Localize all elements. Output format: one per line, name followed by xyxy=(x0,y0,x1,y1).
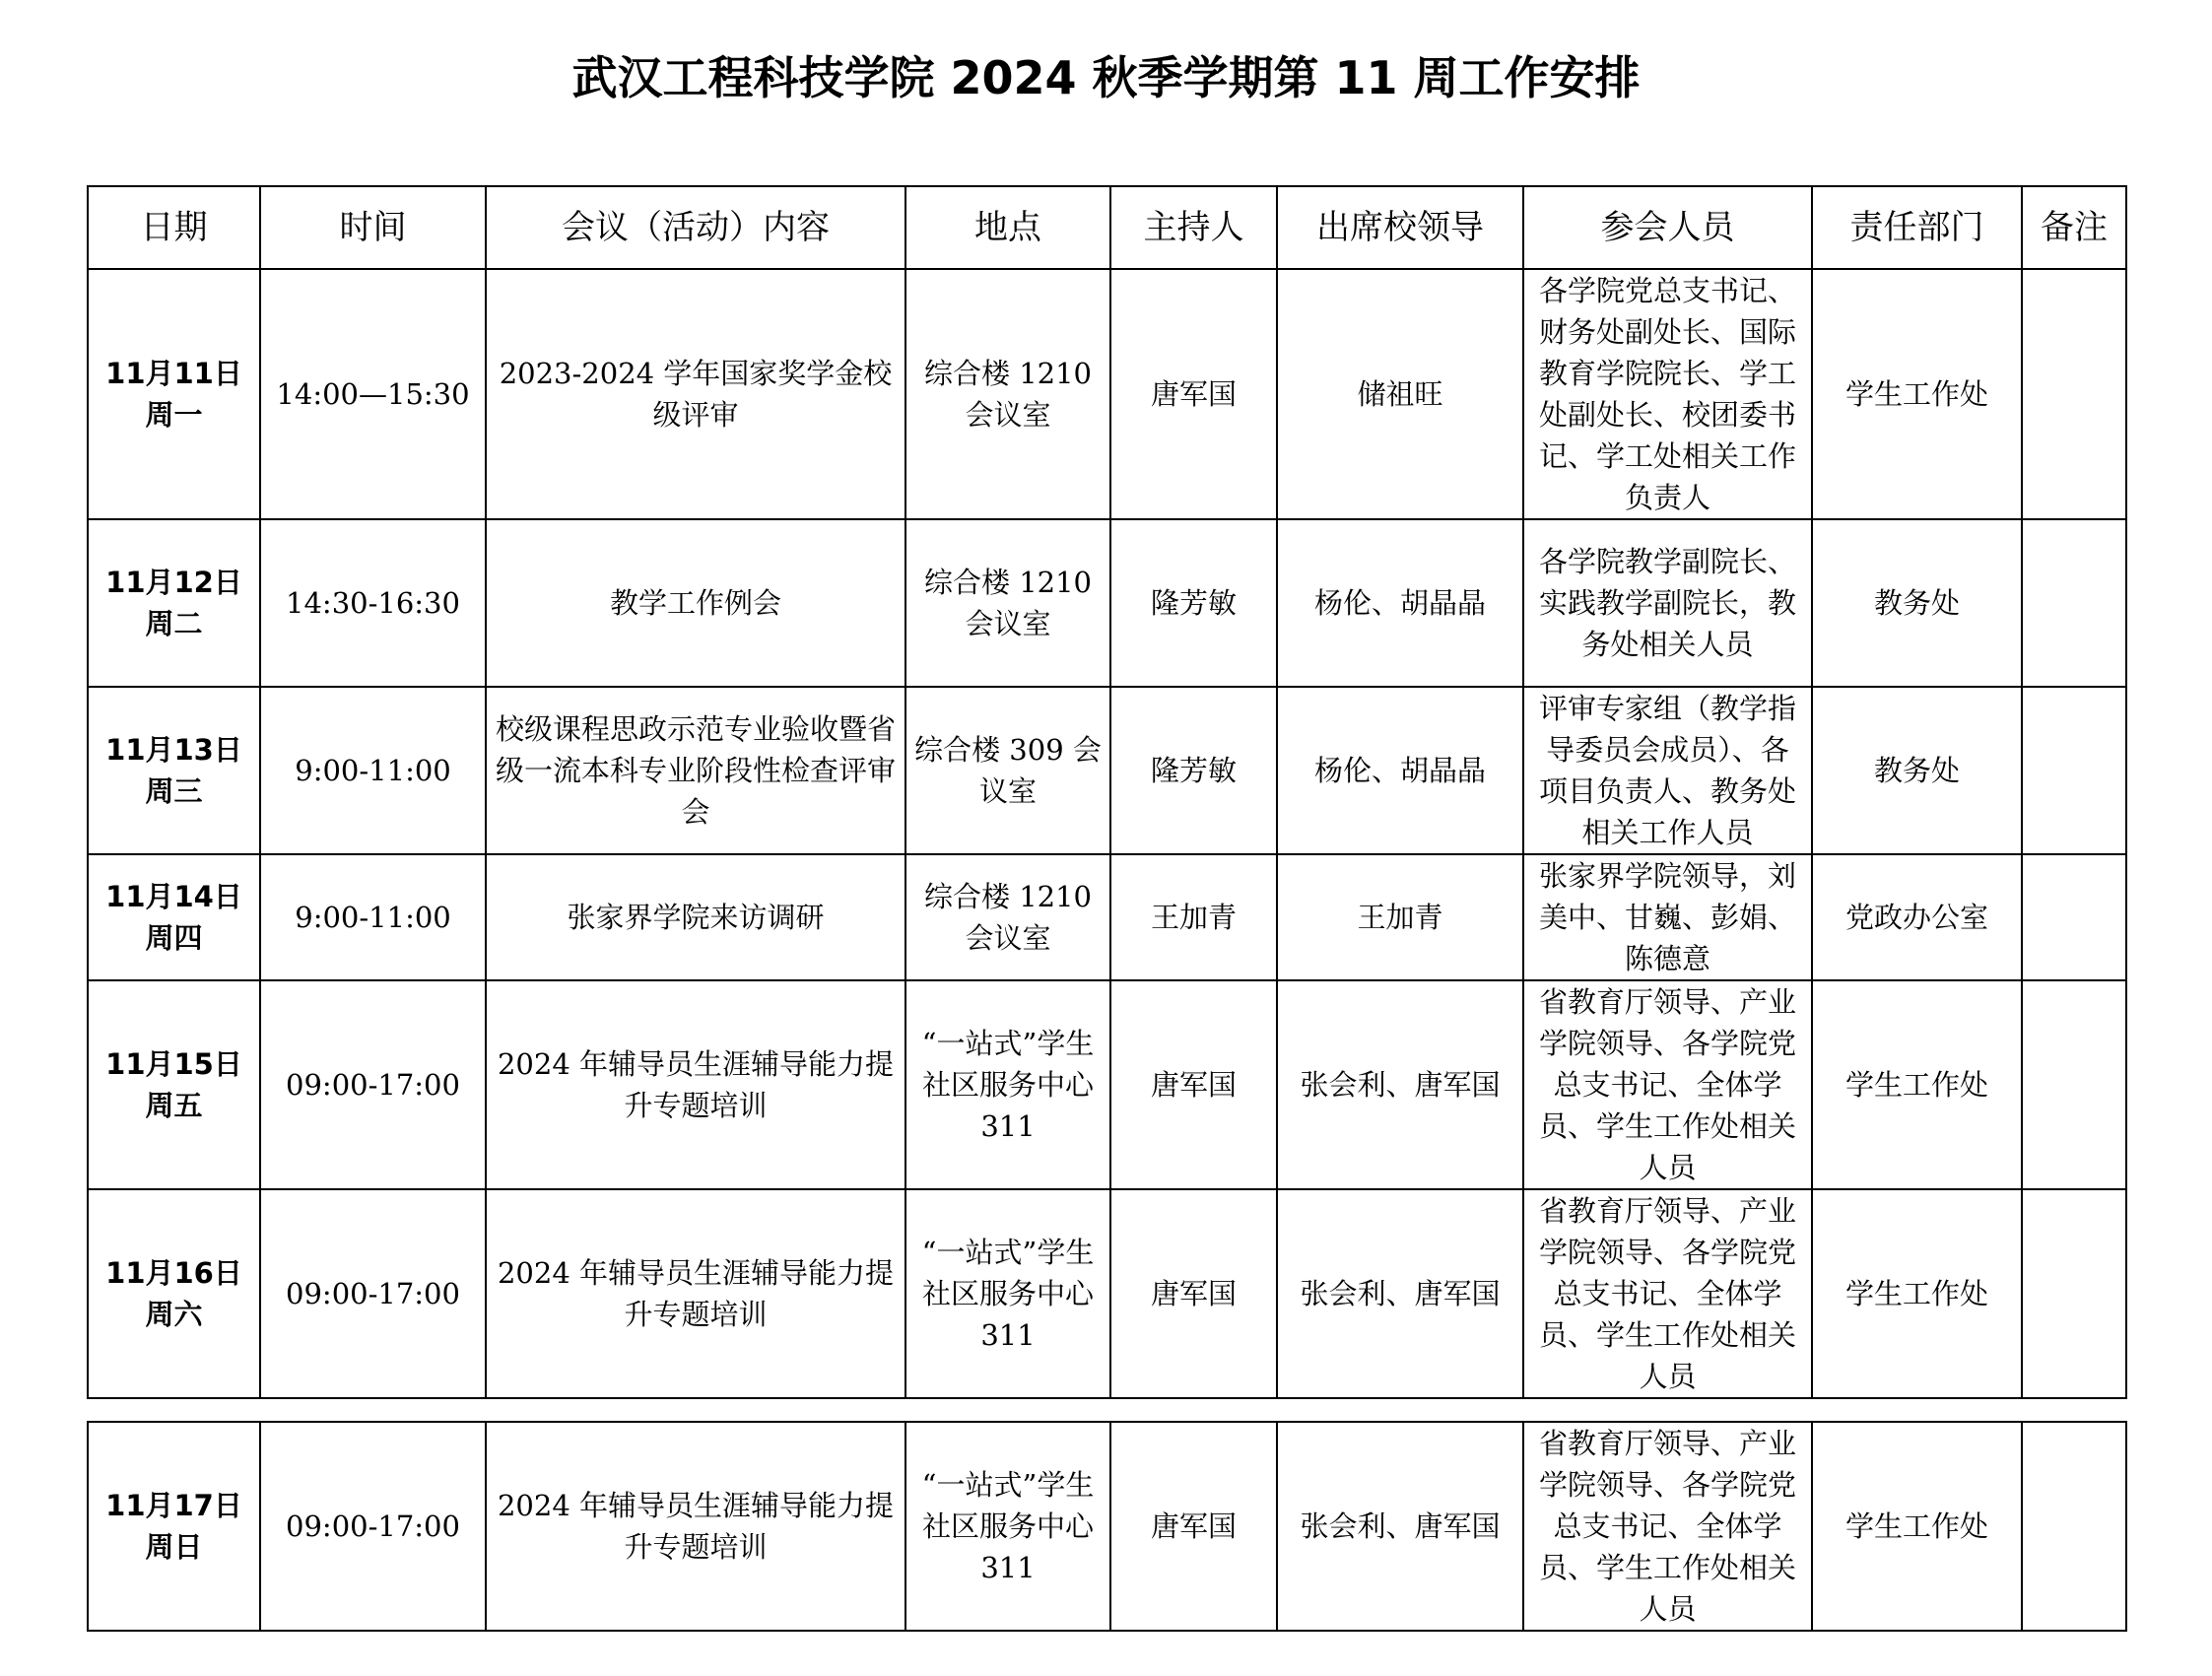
date-cell: 11月11日 周一 xyxy=(88,269,260,519)
department-cell: 学生工作处 xyxy=(1812,1189,2022,1398)
location-cell: “一站式”学生社区服务中心 311 xyxy=(905,1189,1110,1398)
header-remarks: 备注 xyxy=(2022,186,2126,269)
time-cell: 14:00—15:30 xyxy=(260,269,486,519)
header-row xyxy=(88,186,2126,269)
date-cell: 11月16日 周六 xyxy=(88,1189,260,1398)
date-cell: 11月12日 周二 xyxy=(88,519,260,687)
header-time: 时间 xyxy=(260,186,486,269)
host-cell: 唐军国 xyxy=(1110,269,1277,519)
host-cell: 王加青 xyxy=(1110,854,1277,980)
header-host: 主持人 xyxy=(1110,186,1277,269)
leaders-cell: 储祖旺 xyxy=(1277,269,1523,519)
location-cell: “一站式”学生社区服务中心 311 xyxy=(905,1422,1110,1631)
content-cell: 2024 年辅导员生涯辅导能力提升专题培训 xyxy=(486,980,905,1189)
header-date: 日期 xyxy=(88,186,260,269)
remarks-cell xyxy=(2022,854,2126,980)
location-cell: 综合楼 309 会议室 xyxy=(905,687,1110,854)
table-row xyxy=(88,854,2126,980)
location-cell: 综合楼 1210 会议室 xyxy=(905,519,1110,687)
attendees-cell: 省教育厅领导、产业学院领导、各学院党总支书记、全体学员、学生工作处相关人员 xyxy=(1523,1422,1812,1631)
remarks-cell xyxy=(2022,519,2126,687)
department-cell: 学生工作处 xyxy=(1812,980,2022,1189)
attendees-cell: 张家界学院领导，刘美中、甘巍、彭娟、陈德意 xyxy=(1523,854,1812,980)
table-row xyxy=(88,1189,2126,1398)
date-cell: 11月14日 周四 xyxy=(88,854,260,980)
date-cell: 11月13日 周三 xyxy=(88,687,260,854)
location-cell: “一站式”学生社区服务中心 311 xyxy=(905,980,1110,1189)
content-cell: 2023-2024 学年国家奖学金校级评审 xyxy=(486,269,905,519)
department-cell: 学生工作处 xyxy=(1812,269,2022,519)
host-cell: 唐军国 xyxy=(1110,1189,1277,1398)
leaders-cell: 张会利、唐军国 xyxy=(1277,1189,1523,1398)
remarks-cell xyxy=(2022,1189,2126,1398)
leaders-cell: 王加青 xyxy=(1277,854,1523,980)
location-cell: 综合楼 1210 会议室 xyxy=(905,269,1110,519)
content-cell: 教学工作例会 xyxy=(486,519,905,687)
host-cell: 隆芳敏 xyxy=(1110,519,1277,687)
time-cell: 14:30-16:30 xyxy=(260,519,486,687)
department-cell: 教务处 xyxy=(1812,519,2022,687)
header-leaders: 出席校领导 xyxy=(1277,186,1523,269)
host-cell: 唐军国 xyxy=(1110,1422,1277,1631)
attendees-cell: 各学院党总支书记、财务处副处长、国际教育学院院长、学工处副处长、校团委书记、学工处相关工作负责人 xyxy=(1523,269,1812,519)
host-cell: 唐军国 xyxy=(1110,980,1277,1189)
time-cell: 9:00-11:00 xyxy=(260,854,486,980)
department-cell: 学生工作处 xyxy=(1812,1422,2022,1631)
content-cell: 张家界学院来访调研 xyxy=(486,854,905,980)
content-cell: 校级课程思政示范专业验收暨省级一流本科专业阶段性检查评审会 xyxy=(486,687,905,854)
remarks-cell xyxy=(2022,1422,2126,1631)
time-cell: 09:00-17:00 xyxy=(260,1422,486,1631)
table-row xyxy=(88,519,2126,687)
remarks-cell xyxy=(2022,269,2126,519)
location-cell: 综合楼 1210 会议室 xyxy=(905,854,1110,980)
attendees-cell: 评审专家组（教学指导委员会成员）、各项目负责人、教务处相关工作人员 xyxy=(1523,687,1812,854)
host-cell: 隆芳敏 xyxy=(1110,687,1277,854)
time-cell: 09:00-17:00 xyxy=(260,1189,486,1398)
table-row xyxy=(88,687,2126,854)
leaders-cell: 杨伦、胡晶晶 xyxy=(1277,687,1523,854)
attendees-cell: 各学院教学副院长、实践教学副院长，教务处相关人员 xyxy=(1523,519,1812,687)
time-cell: 09:00-17:00 xyxy=(260,980,486,1189)
department-cell: 党政办公室 xyxy=(1812,854,2022,980)
header-content: 会议（活动）内容 xyxy=(486,186,905,269)
leaders-cell: 杨伦、胡晶晶 xyxy=(1277,519,1523,687)
content-cell: 2024 年辅导员生涯辅导能力提升专题培训 xyxy=(486,1189,905,1398)
leaders-cell: 张会利、唐军国 xyxy=(1277,1422,1523,1631)
schedule-table xyxy=(87,185,2127,1399)
content-cell: 2024 年辅导员生涯辅导能力提升专题培训 xyxy=(486,1422,905,1631)
time-cell: 9:00-11:00 xyxy=(260,687,486,854)
schedule-table-continued xyxy=(87,1421,2127,1632)
page-title: 武汉工程科技学院 2024 秋季学期第 11 周工作安排 xyxy=(571,51,1641,104)
leaders-cell: 张会利、唐军国 xyxy=(1277,980,1523,1189)
table-row xyxy=(88,980,2126,1189)
date-cell: 11月17日 周日 xyxy=(88,1422,260,1631)
header-attendees: 参会人员 xyxy=(1523,186,1812,269)
table-row xyxy=(88,269,2126,519)
department-cell: 教务处 xyxy=(1812,687,2022,854)
header-department: 责任部门 xyxy=(1812,186,2022,269)
header-location: 地点 xyxy=(905,186,1110,269)
attendees-cell: 省教育厅领导、产业学院领导、各学院党总支书记、全体学员、学生工作处相关人员 xyxy=(1523,1189,1812,1398)
remarks-cell xyxy=(2022,980,2126,1189)
date-cell: 11月15日 周五 xyxy=(88,980,260,1189)
remarks-cell xyxy=(2022,687,2126,854)
table-row xyxy=(88,1422,2126,1631)
attendees-cell: 省教育厅领导、产业学院领导、各学院党总支书记、全体学员、学生工作处相关人员 xyxy=(1523,980,1812,1189)
